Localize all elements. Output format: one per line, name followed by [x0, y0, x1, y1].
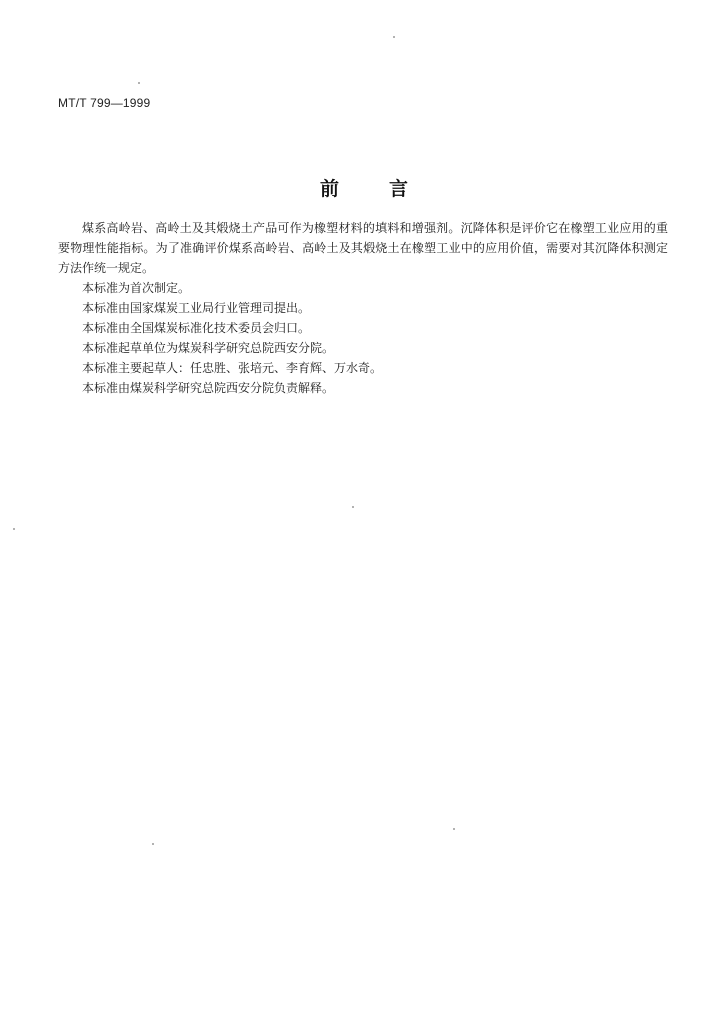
paragraph-centralized: 本标准由全国煤炭标准化技术委员会归口。 — [82, 321, 311, 335]
scan-speck — [453, 828, 455, 830]
title-char-2: 言 — [389, 178, 409, 200]
page-title — [0, 174, 728, 201]
paragraph-interpretation: 本标准由煤炭科学研究总院西安分院负责解释。 — [82, 381, 335, 395]
paragraph-drafters: 本标准主要起草人：任忠胜、张培元、李育辉、万水奇。 — [82, 361, 383, 375]
standard-code: MT/T 799—1999 — [58, 96, 151, 110]
scan-speck — [352, 506, 354, 508]
paragraph-intro: 煤系高岭岩、高岭土及其煅烧土产品可作为橡塑材料的填料和增强剂。沉降体积是评价它在橡塑工业应用的重要物理性能指标。为了准确评价煤系高岭岩、高岭土及其煅烧土在橡塑工业中的应用价值，需要对其沉降体积测定方法作统一规定。 — [58, 221, 668, 275]
scan-speck — [393, 36, 395, 38]
paragraph-proposer: 本标准由国家煤炭工业局行业管理司提出。 — [82, 301, 311, 315]
scan-speck — [13, 528, 15, 530]
scan-speck — [152, 843, 154, 845]
paragraph-drafting-unit: 本标准起草单位为煤炭科学研究总院西安分院。 — [82, 341, 335, 355]
title-char-1: 前 — [319, 178, 339, 200]
scan-speck — [138, 82, 140, 84]
foreword-body — [58, 218, 668, 398]
paragraph-first-edition: 本标准为首次制定。 — [82, 281, 191, 295]
